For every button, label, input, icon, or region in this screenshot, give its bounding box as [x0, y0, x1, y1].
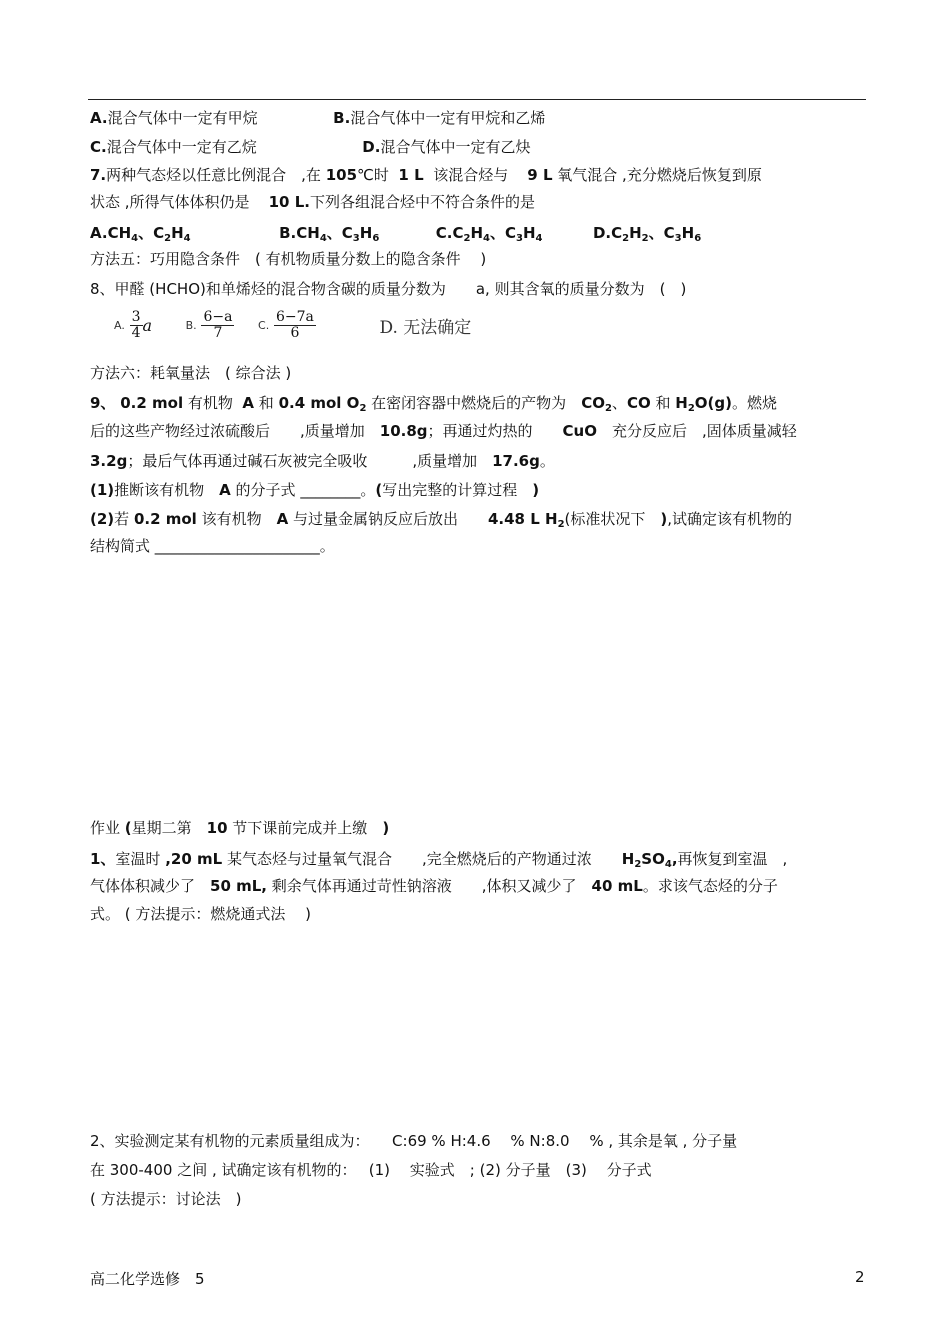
q7-option-d: $D.C_2H_2$、$C_3H_6$ — [592, 224, 702, 244]
q8-stem: 8、甲醛 (HCHO)和单烯烃的混合物含碳的质量分数为 a, 则其含氧的质量分数为 ( ) — [90, 280, 687, 298]
q6-options-row2 — [90, 136, 530, 157]
q9-part2: (2)若 0.2 mol 该有机物 A 与过量金属钠反应后放出 4.48 L $H_2$(标准状况下 ),试确定该有机物的 — [90, 510, 793, 530]
q9-structure-answer: 结构简式 ______________________。 — [90, 537, 335, 555]
q7-line2: 状态 ,所得气体体积仍是 10 L.下列各组混合烃中不符合条件的是 — [90, 193, 535, 211]
page-number: 2 — [855, 1268, 865, 1286]
option-a-label: A. — [90, 109, 108, 127]
q9-part1: (1)推断该有机物 A 的分子式 ________。(写出完整的计算过程 ) — [90, 481, 540, 499]
q8-option-b-label: B. — [185, 319, 197, 332]
footer-course: 高二化学选修 5 — [90, 1270, 205, 1288]
header-rule — [88, 99, 866, 100]
q9-line2: 后的这些产物经过浓硫酸后 ,质量增加 10.8g；再通过灼热的 CuO 充分反应后 ,固体质量减轻 — [90, 422, 797, 440]
option-a-text: 混合气体中一定有甲烷 — [107, 109, 258, 127]
homework-title: 作业 (星期二第 10 节下课前完成并上缴 ) — [90, 819, 390, 837]
q8-option-c-label: C. — [258, 319, 270, 332]
q8-options: A. $\frac{3}{4}$ a B. $\frac{6-a}{7}$ C. $\frac{6-7a}{6}$ D. 无法确定 — [114, 309, 472, 341]
option-d-label: D. — [362, 138, 381, 156]
q9-line1: 9、 0.2 mol 有机物 A 和 0.4 mol $O_2$ 在密闭容器中燃烧后的产物为 $CO_2$、CO 和 $H_2O(g)$。燃烧 — [90, 394, 777, 414]
q7-option-a: $A.CH_4$、$C_2H_4$ — [90, 224, 191, 244]
option-b-text: 混合气体中一定有甲烷和乙烯 — [350, 109, 546, 127]
q7-options — [90, 222, 701, 244]
q8-option-d: D. 无法确定 — [379, 318, 472, 338]
hw-q2-line1: 2、实验测定某有机物的元素质量组成为： C:69 % H:4.6 % N:8.0 % , 其余是氧 , 分子量 — [90, 1132, 738, 1150]
method-six: 方法六：耗氧量法 ( 综合法 ) — [90, 364, 292, 382]
hw-q2-line2: 在 300-400 之间 , 试确定该有机物的： (1) 实验式 ; (2) 分子量 (3) 分子式 — [90, 1161, 652, 1179]
option-c-text: 混合气体中一定有乙烷 — [106, 138, 257, 156]
q6-options-row1 — [90, 107, 545, 128]
q8-option-c-fraction: $\frac{6-7a}{6}$ — [275, 309, 314, 341]
hw-q2-line3: ( 方法提示：讨论法 ) — [90, 1190, 242, 1208]
q9-line3: 3.2g；最后气体再通过碱石灰被完全吸收 ,质量增加 17.6g。 — [90, 452, 555, 470]
method-five: 方法五：巧用隐含条件 ( 有机物质量分数上的隐含条件 ) — [90, 250, 487, 268]
hw-q1-line2: 气体体积减少了 50 mL, 剩余气体再通过苛性钠溶液 ,体积又减少了 40 mL。求该气态烃的分子 — [90, 877, 778, 895]
q7-option-b: $B.CH_4$、$C_3H_6$ — [279, 224, 380, 244]
q7-line1: 7.两种气态烃以任意比例混合 ,在 105℃时 1 L 该混合烃与 9 L 氧气混合 ,充分燃烧后恢复到原 — [90, 166, 762, 184]
q8-option-b-fraction: $\frac{6-a}{7}$ — [203, 309, 233, 341]
option-b-label: B. — [333, 109, 351, 127]
hw-q1-line1: 1、室温时 ,20 mL 某气态烃与过量氧气混合 ,完全燃烧后的产物通过浓 $H_2SO_4$,再恢复到室温 , — [90, 850, 788, 870]
option-d-text: 混合气体中一定有乙炔 — [380, 138, 531, 156]
q8-option-a-label: A. — [114, 319, 125, 332]
q8-option-a-fraction: $\frac{3}{4}$ — [131, 309, 141, 341]
option-c-label: C. — [90, 138, 107, 156]
hw-q1-line3: 式。 ( 方法提示：燃烧通式法 ) — [90, 905, 312, 923]
q7-option-c: $C.C_2H_4$、$C_3H_4$ — [435, 224, 543, 244]
